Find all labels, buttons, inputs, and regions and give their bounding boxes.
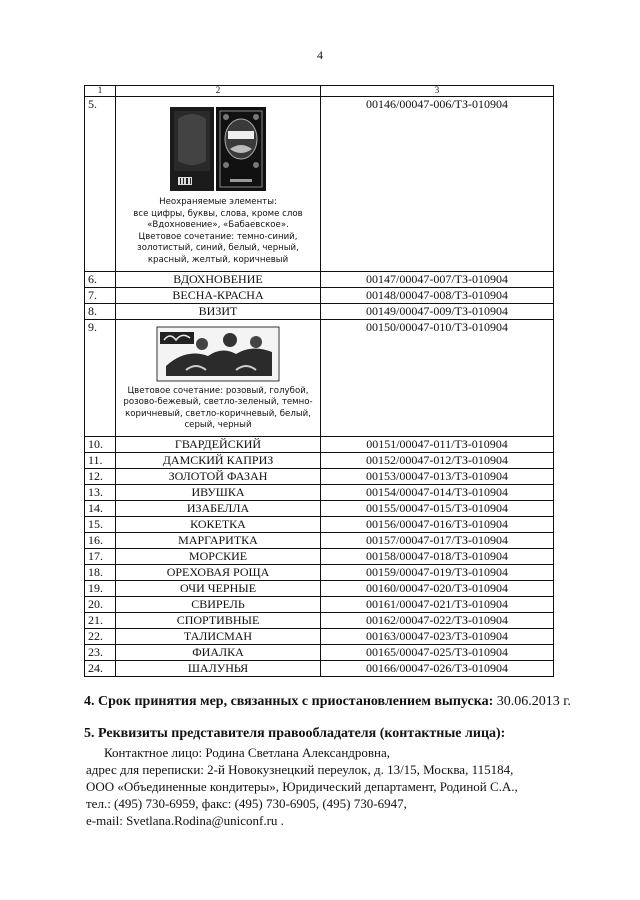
- caption-line: «Вдохновение», «Бабаевское».: [147, 220, 289, 231]
- trademark-name: ФИАЛКА: [116, 644, 321, 660]
- registration-number: 00148/00047-008/ТЗ-010904: [321, 287, 554, 303]
- table-row: [85, 564, 554, 580]
- table-row: [85, 596, 554, 612]
- registration-number: 00160/00047-020/ТЗ-010904: [321, 580, 554, 596]
- row-number: 13.: [85, 484, 116, 500]
- registration-number: 00149/00047-009/ТЗ-010904: [321, 303, 554, 319]
- table-row: [85, 452, 554, 468]
- trademark-name: ШАЛУНЬЯ: [116, 660, 321, 676]
- row-number: 15.: [85, 516, 116, 532]
- contact-line: ООО «Объединенные кондитеры», Юридический департамент, Родиной С.А.,: [86, 779, 518, 794]
- row-number: 22.: [85, 628, 116, 644]
- header-col-3: 3: [321, 86, 554, 97]
- trademark-name: ГВАРДЕЙСКИЙ: [116, 436, 321, 452]
- table-row: [85, 516, 554, 532]
- trademark-name: МАРГАРИТКА: [116, 532, 321, 548]
- row-number: 23.: [85, 644, 116, 660]
- table-row: [85, 612, 554, 628]
- trademark-name: ЗОЛОТОЙ ФАЗАН: [116, 468, 321, 484]
- registration-number: 00159/00047-019/ТЗ-010904: [321, 564, 554, 580]
- trademark-image-cell: [116, 97, 321, 272]
- section-4-label: 4. Срок принятия мер, связанных с приостановлением выпуска:: [84, 694, 494, 709]
- registration-number: 00146/00047-006/ТЗ-010904: [321, 97, 554, 272]
- table-row: [85, 436, 554, 452]
- table-row: [85, 271, 554, 287]
- row-number: 14.: [85, 500, 116, 516]
- caption-line: Неохраняемые элементы:: [159, 197, 277, 207]
- row-number: 9.: [85, 319, 116, 436]
- image-caption: [118, 386, 318, 432]
- table-row: [85, 644, 554, 660]
- trademark-image-cell: [116, 319, 321, 436]
- row-number: 11.: [85, 452, 116, 468]
- table-row: [85, 484, 554, 500]
- trademark-name: ИЗАБЕЛЛА: [116, 500, 321, 516]
- registration-number: 00156/00047-016/ТЗ-010904: [321, 516, 554, 532]
- registration-number: 00147/00047-007/ТЗ-010904: [321, 271, 554, 287]
- row-number: 12.: [85, 468, 116, 484]
- table-row: [85, 319, 554, 436]
- contact-line: тел.: (495) 730-6959, факс: (495) 730-6905, (495) 730-6947,: [86, 796, 407, 811]
- row-number: 19.: [85, 580, 116, 596]
- trademark-table: [84, 85, 554, 677]
- image-caption: [118, 197, 318, 267]
- row-number: 17.: [85, 548, 116, 564]
- registration-number: 00162/00047-022/ТЗ-010904: [321, 612, 554, 628]
- registration-number: 00154/00047-014/ТЗ-010904: [321, 484, 554, 500]
- section-4: [84, 694, 571, 710]
- table-row: [85, 548, 554, 564]
- caption-line: коричневый, светло-коричневый, белый,: [125, 408, 311, 419]
- trademark-name: МОРСКИЕ: [116, 548, 321, 564]
- row-number: 10.: [85, 436, 116, 452]
- registration-number: 00161/00047-021/ТЗ-010904: [321, 596, 554, 612]
- row-number: 20.: [85, 596, 116, 612]
- caption-line: Цветовое сочетание: розовый, голубой,: [127, 385, 309, 396]
- row-number: 16.: [85, 532, 116, 548]
- contact-line: e-mail: Svetlana.Rodina@uniconf.ru .: [86, 813, 284, 828]
- row-number: 8.: [85, 303, 116, 319]
- trademark-name: ТАЛИСМАН: [116, 628, 321, 644]
- trademark-name: ВИЗИТ: [116, 303, 321, 319]
- registration-number: 00165/00047-025/ТЗ-010904: [321, 644, 554, 660]
- row-number: 5.: [85, 97, 116, 272]
- row-number: 21.: [85, 612, 116, 628]
- trademark-name: СПОРТИВНЫЕ: [116, 612, 321, 628]
- contact-line: адрес для переписки: 2-й Новокузнецкий переулок, д. 13/15, Москва, 115184,: [86, 762, 514, 777]
- table-row: [85, 660, 554, 676]
- table-header-row: [85, 86, 554, 97]
- registration-number: 00152/00047-012/ТЗ-010904: [321, 452, 554, 468]
- trademark-name: КОКЕТКА: [116, 516, 321, 532]
- row-number: 6.: [85, 271, 116, 287]
- section-4-date: 30.06.2013 г.: [496, 694, 571, 709]
- trademark-name: ВЕСНА-КРАСНА: [116, 287, 321, 303]
- registration-number: 00163/00047-023/ТЗ-010904: [321, 628, 554, 644]
- caption-line: Цветовое сочетание: темно-синий,: [138, 231, 298, 242]
- row-number: 7.: [85, 287, 116, 303]
- trademark-name: СВИРЕЛЬ: [116, 596, 321, 612]
- page-number: 4: [317, 48, 323, 62]
- registration-number: 00150/00047-010/ТЗ-010904: [321, 319, 554, 436]
- registration-number: 00166/00047-026/ТЗ-010904: [321, 660, 554, 676]
- table-row: [85, 580, 554, 596]
- trademark-name: ВДОХНОВЕНИЕ: [116, 271, 321, 287]
- caption-line: золотистый, синий, белый, черный,: [137, 243, 299, 254]
- header-col-1: 1: [85, 86, 116, 97]
- table-row: [85, 532, 554, 548]
- table-row: [85, 97, 554, 272]
- caption-line: розово-бежевый, светло-зеленый, темно-: [123, 397, 313, 408]
- caption-line: красный, желтый, коричневый: [147, 254, 289, 265]
- table-row: [85, 287, 554, 303]
- caption-line: серый, черный: [184, 420, 252, 431]
- contact-block: [86, 744, 518, 829]
- section-5: [84, 726, 505, 742]
- trademark-name: ИВУШКА: [116, 484, 321, 500]
- trademark-name: ОРЕХОВАЯ РОЩА: [116, 564, 321, 580]
- registration-number: 00157/00047-017/ТЗ-010904: [321, 532, 554, 548]
- contact-line: Контактное лицо: Родина Светлана Александровна,: [104, 745, 391, 760]
- table-row: [85, 500, 554, 516]
- trademark-name: ДАМСКИЙ КАПРИЗ: [116, 452, 321, 468]
- caption-line: все цифры, буквы, слова, кроме слов: [133, 208, 303, 219]
- registration-number: 00155/00047-015/ТЗ-010904: [321, 500, 554, 516]
- table-row: [85, 468, 554, 484]
- trademark-name: ОЧИ ЧЕРНЫЕ: [116, 580, 321, 596]
- registration-number: 00158/00047-018/ТЗ-010904: [321, 548, 554, 564]
- table-row: [85, 628, 554, 644]
- section-5-label: 5. Реквизиты представителя правообладателя (контактные лица):: [84, 726, 506, 741]
- registration-number: 00151/00047-011/ТЗ-010904: [321, 436, 554, 452]
- registration-number: 00153/00047-013/ТЗ-010904: [321, 468, 554, 484]
- row-number: 24.: [85, 660, 116, 676]
- header-col-2: 2: [116, 86, 321, 97]
- table-row: [85, 303, 554, 319]
- chocolate-wrapper-image: [156, 326, 280, 382]
- row-number: 18.: [85, 564, 116, 580]
- chocolate-box-image: [166, 105, 270, 193]
